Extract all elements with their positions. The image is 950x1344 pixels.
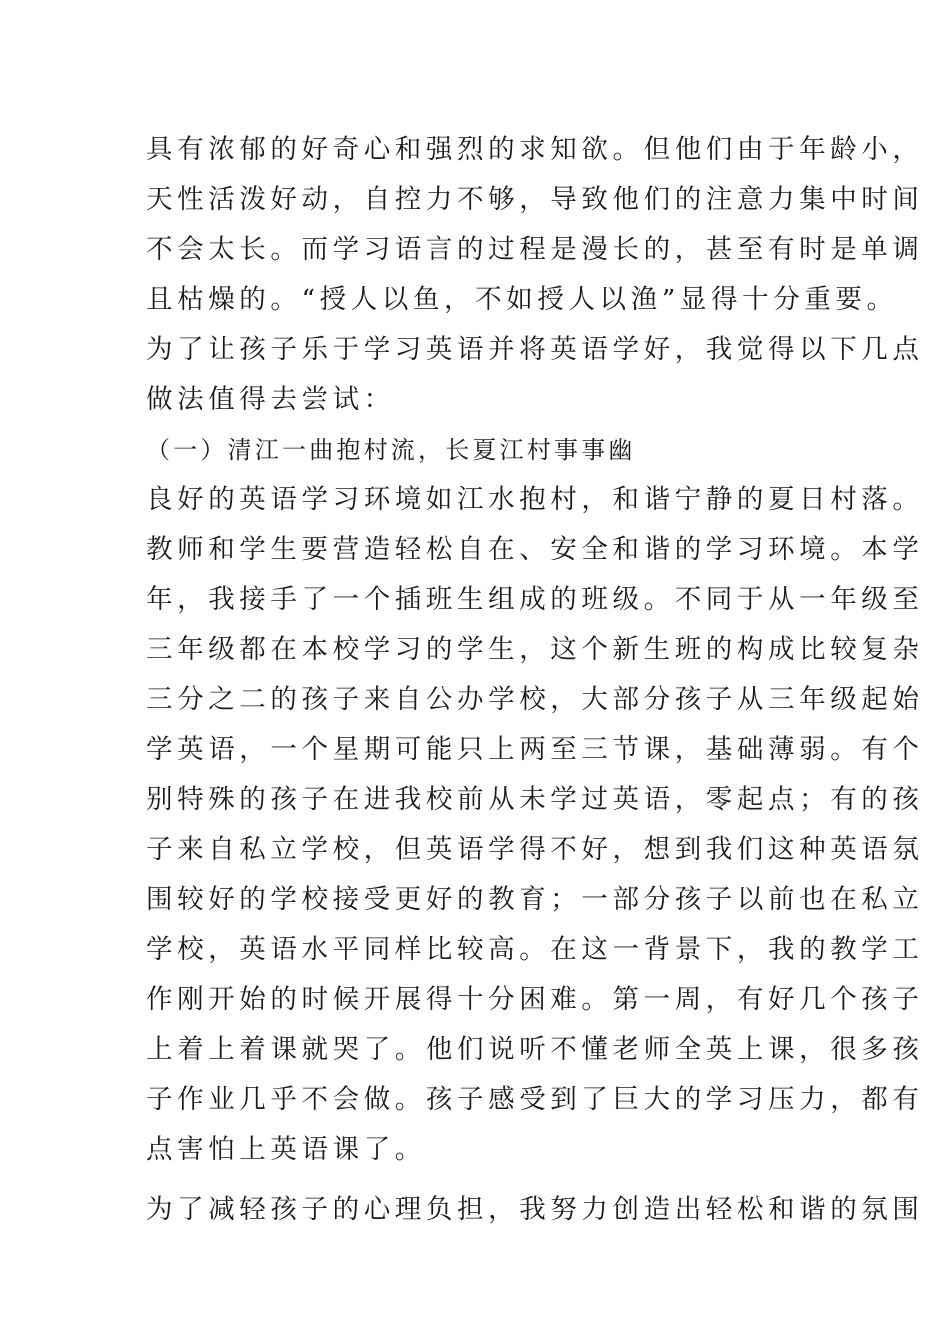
text-line-1: 具有浓郁的好奇心和强烈的求知欲。但他们由于年龄小， <box>146 134 924 165</box>
text-line-2: 天性活泼好动，自控力不够，导致他们的注意力集中时间 <box>146 184 924 215</box>
text-line-18: 作刚开始的时候开展得十分困难。第一周，有好几个孩子 <box>146 984 924 1015</box>
text-line-21: 点害怕上英语课了。 <box>146 1134 426 1165</box>
text-line-4: 且枯燥的。“授人以鱼，不如授人以渔”显得十分重要。 <box>146 284 898 315</box>
text-line-22: 为了减轻孩子的心理负担，我努力创造出轻松和谐的氛围 <box>146 1194 924 1225</box>
text-line-5: 为了让孩子乐于学习英语并将英语学好，我觉得以下几点 <box>146 334 924 365</box>
text-line-16: 围较好的学校接受更好的教育；一部分孩子以前也在私立 <box>146 884 924 915</box>
section-heading: （一）清江一曲抱村流，长夏江村事事幽 <box>146 436 636 464</box>
text-line-20: 子作业几乎不会做。孩子感受到了巨大的学习压力，都有 <box>146 1084 924 1115</box>
text-line-12: 三分之二的孩子来自公办学校，大部分孩子从三年级起始 <box>146 684 924 715</box>
text-line-9: 教师和学生要营造轻松自在、安全和谐的学习环境。本学 <box>146 534 924 565</box>
text-line-17: 学校，英语水平同样比较高。在这一背景下，我的教学工 <box>146 934 924 965</box>
text-line-11: 三年级都在本校学习的学生，这个新生班的构成比较复杂 <box>146 634 924 665</box>
text-line-19: 上着上着课就哭了。他们说听不懂老师全英上课，很多孩 <box>146 1034 924 1065</box>
text-line-14: 别特殊的孩子在进我校前从未学过英语，零起点；有的孩 <box>146 784 924 815</box>
text-line-8: 良好的英语学习环境如江水抱村，和谐宁静的夏日村落。 <box>146 484 924 515</box>
text-line-15: 子来自私立学校，但英语学得不好，想到我们这种英语氛 <box>146 834 924 865</box>
text-line-10: 年，我接手了一个插班生组成的班级。不同于从一年级至 <box>146 584 924 615</box>
text-line-3: 不会太长。而学习语言的过程是漫长的，甚至有时是单调 <box>146 234 924 265</box>
text-line-6: 做法值得去尝试： <box>146 384 395 415</box>
text-line-13: 学英语，一个星期可能只上两至三节课，基础薄弱。有个 <box>146 734 924 765</box>
